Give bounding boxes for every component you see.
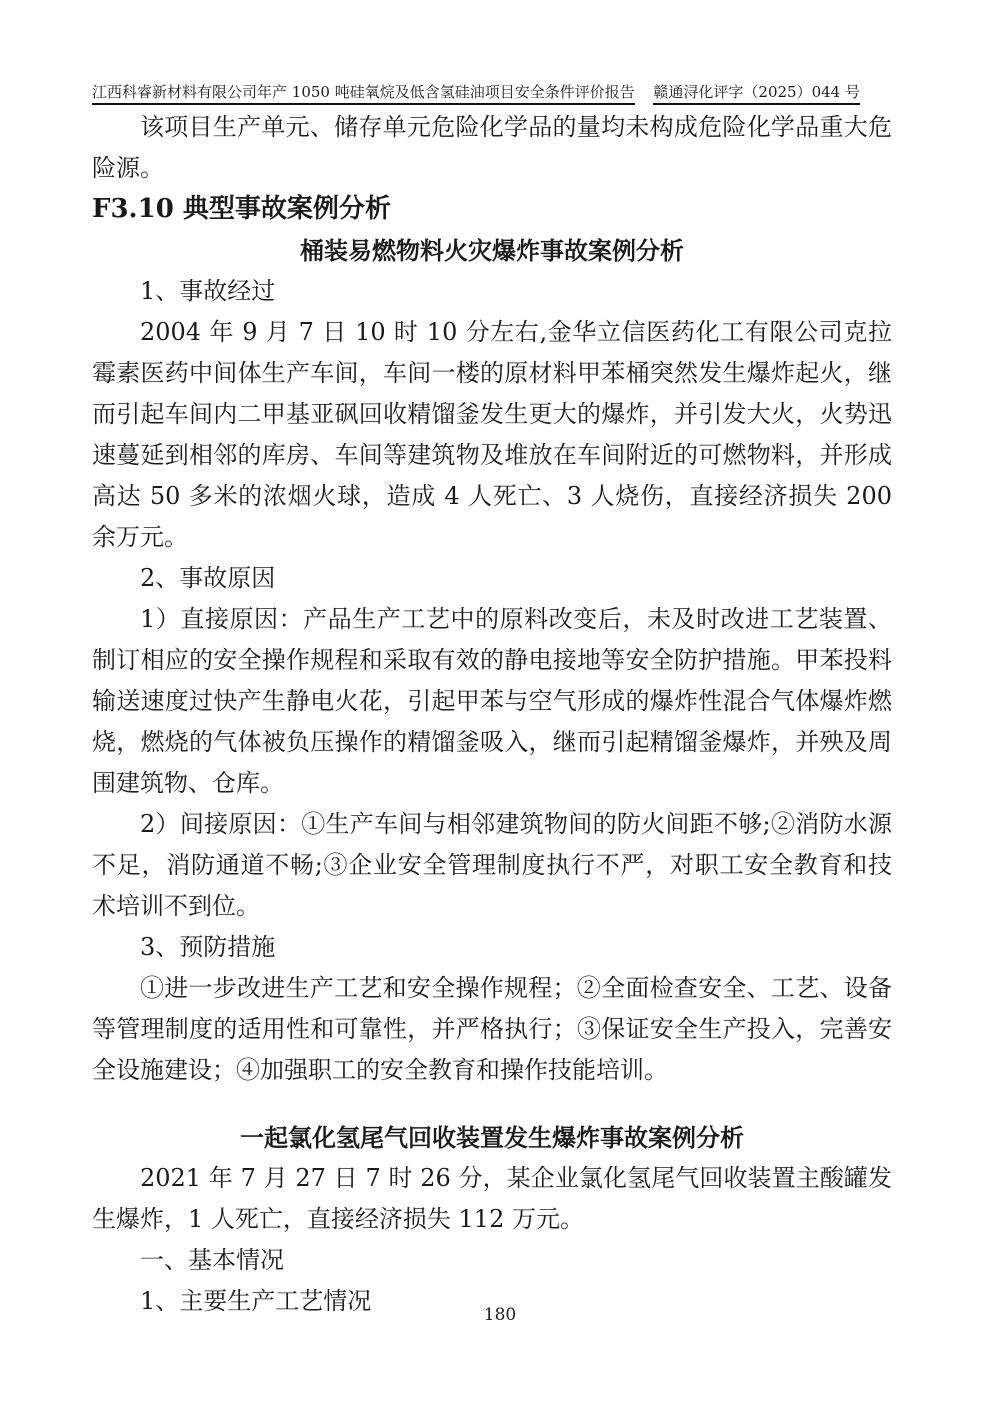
case1-paragraph-accident-course: 2004 年 9 月 7 日 10 时 10 分左右,金华立信医药化工有限公司克拉霉素医药中间体生产车间，车间一楼的原材料甲苯桶突然发生爆炸起火，继而引起车间内二甲基亚砜回收精馏釜发生更大的爆炸，并引发大火，火势迅速蔓延到相邻的库房、车间等建筑物及堆放在车间附近的可燃物料，并形成高达 50 多米的浓烟火球，造成 4 人死亡、3 人烧伤，直接经济损失 200 余万元。 xyxy=(92,318,892,551)
case1-item3-label: 3、预防措施 xyxy=(140,933,276,961)
case2-item2-label: 1、主要生产工艺情况 xyxy=(140,1287,372,1315)
case1-paragraph-direct-cause: 1）直接原因：产品生产工艺中的原料改变后，未及时改进工艺装置、制订相应的安全操作规程和采取有效的静电接地等安全防护措施。甲苯投料输送速度过快产生静电火花，引起甲苯与空气形成的爆炸性混合气体爆炸燃烧，燃烧的气体被负压操作的精馏釜吸入，继而引起精馏釜爆炸，并殃及周围建筑物、仓库。 xyxy=(92,605,892,797)
page-number: 180 xyxy=(483,1305,517,1325)
page-footer xyxy=(0,1304,1000,1326)
header-report-title: 江西科睿新材料有限公司年产 1050 吨硅氧烷及低含氢硅油项目安全条件评价报告 xyxy=(92,83,635,105)
case1-paragraph-prevention: ①进一步改进生产工艺和安全操作规程；②全面检查安全、工艺、设备等管理制度的适用性和可靠性，并严格执行；③保证安全生产投入，完善安全设施建设；④加强职工的安全教育和操作技能培训。 xyxy=(92,974,892,1084)
case1-paragraph-indirect-cause: 2）间接原因：①生产车间与相邻建筑物间的防火间距不够;②消防水源不足，消防通道不畅;③企业安全管理制度执行不严，对职工安全教育和技术培训不到位。 xyxy=(92,810,892,920)
header-doc-number: 赣通浔化评字（2025）044 号 xyxy=(653,83,860,105)
section-heading-f310: F3.10 典型事故案例分析 xyxy=(92,194,391,224)
case2-paragraph-overview: 2021 年 7 月 27 日 7 时 26 分，某企业氯化氢尾气回收装置主酸罐发生爆炸，1 人死亡，直接经济损失 112 万元。 xyxy=(92,1164,892,1233)
page-header xyxy=(92,83,908,105)
case1-item2-label: 2、事故原因 xyxy=(140,564,276,592)
case1-item1-label: 1、事故经过 xyxy=(140,277,276,305)
case1-title: 桶装易燃物料火灾爆炸事故案例分析 xyxy=(300,236,684,265)
document-body xyxy=(92,107,892,1322)
case2-item1-label: 一、基本情况 xyxy=(140,1246,284,1274)
case2-title: 一起氯化氢尾气回收装置发生爆炸事故案例分析 xyxy=(240,1123,744,1152)
intro-paragraph: 该项目生产单元、储存单元危险化学品的量均未构成危险化学品重大危险源。 xyxy=(92,113,892,182)
